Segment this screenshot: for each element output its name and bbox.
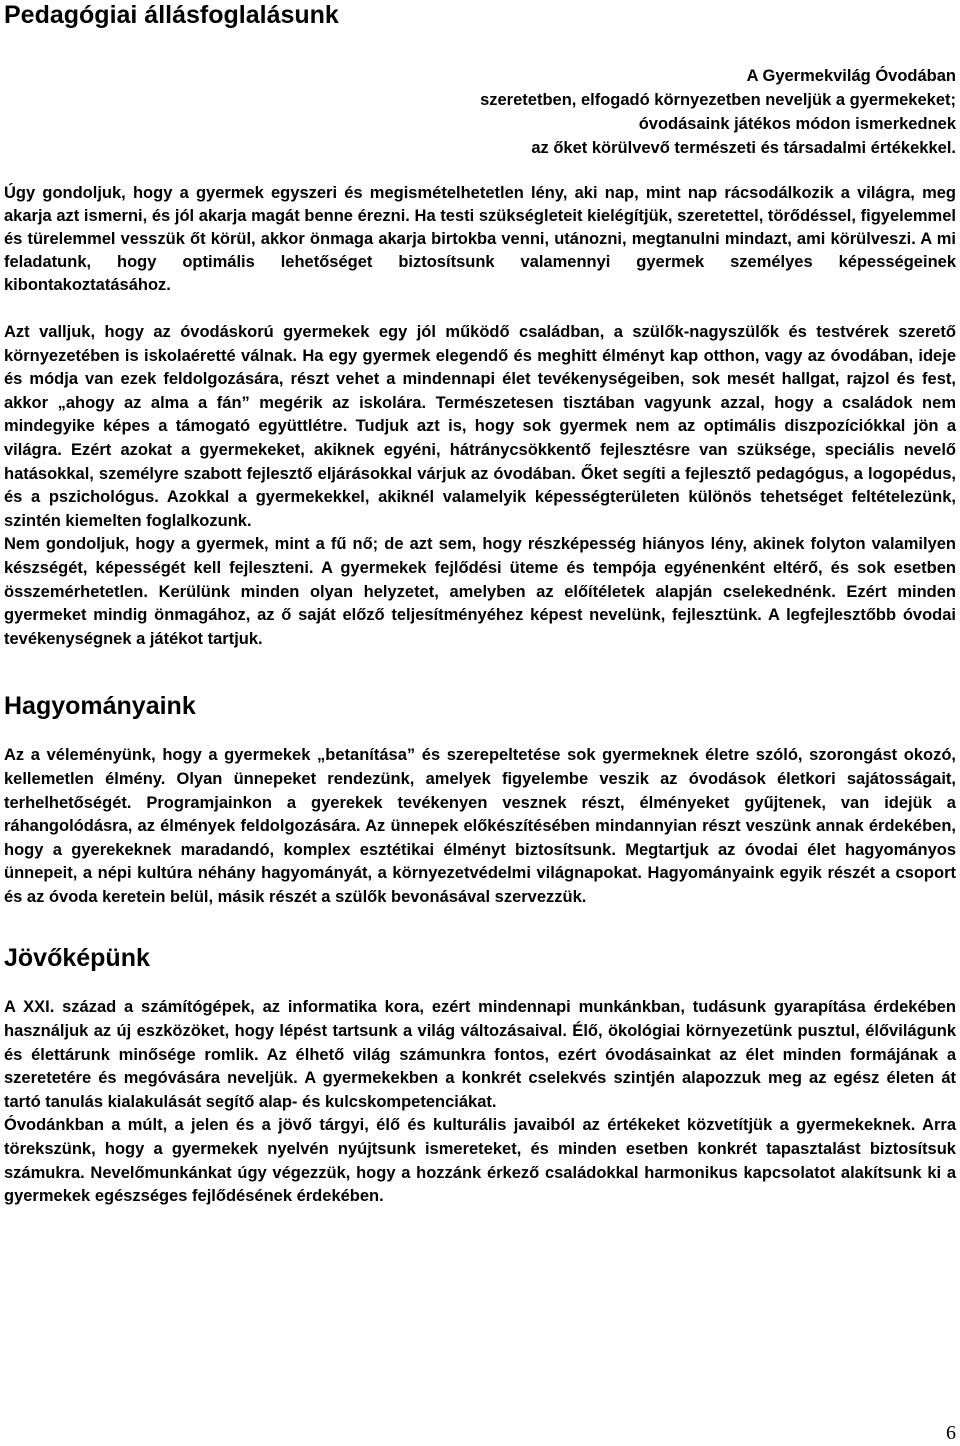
page-number: 6: [946, 1422, 956, 1444]
motto-line: az őket körülvevő természeti és társadalmi értékekkel.: [531, 139, 956, 157]
body-paragraph: Óvodánkban a múlt, a jelen és a jövő tárgyi, élő és kulturális javaiból az értékeket közvetítjük a gyermekeknek. Arra törekszünk, hogy a gyermekek nyelvén nyújtsunk ismereteket, és minden esetben konkrét tapasztalást biztosítsuk számukra. Nevelőmunkánkat úgy végezzük, hogy a hozzánk érkező családokkal harmonikus kapcsolatot alakítsunk ki a gyermekek egészséges fejlődésének érdekében.: [4, 1116, 956, 1206]
section-title-hagyomanyaink: Hagyományaink: [4, 692, 196, 721]
motto-line: A Gyermekvilág Óvodában: [746, 67, 956, 85]
document-page: [4, 0, 956, 1209]
motto-line: szeretetben, elfogadó környezetben neveljük a gyermekeket;: [480, 91, 956, 109]
body-paragraph: Az a véleményünk, hogy a gyermekek „betanítása” és szerepeltetése sok gyermeknek életre szóló, szorongást okozó, kellemetlen élmény. Olyan ünnepeket rendezünk, amelyek figyelembe veszik az óvodások életkori sajátosságait, terhelhetőségét. Programjainkon a gyerekek tevékenyen vesznek részt, élményeket gyűjtenek, van idejük a ráhangolódásra, az élmények feldolgozására. Az ünnepek előkészítésében mindannyian részt veszünk annak érdekében, hogy a gyerekeknek maradandó, komplex esztétikai élményt biztosítsunk. Megtartjuk az óvodai élet hagyományos ünnepeit, a népi kultúra néhány hagyományát, a környezetvédelmi világnapokat. Hagyományaink egyik részét a csoport és az óvoda keretein belül, másik részét a szülők bevonásával szervezzük.: [4, 746, 956, 906]
motto-block: [4, 64, 956, 160]
section-title-allasfoglalas: Pedagógiai állásfoglalásunk: [4, 1, 339, 29]
body-paragraph: A XXI. század a számítógépek, az informatika kora, ezért mindennapi munkánkban, tudásunk gyarapítása érdekében használjuk az új eszközöket, hogy lépést tartsunk a világ változásaival. Élő, ökológiai környezetünk pusztul, élővilágunk és élettárunk minősége romlik. Az élhető világ számunkra fontos, ezért óvodásainkat az élet minden formájának a szeretetére és megóvására neveljük. A gyermekekben a konkrét cselekvés szintjén alapozzuk meg az egész életen át tartó tanulás kialakulását segítő alap- és kulcskompetenciákat.: [4, 998, 956, 1111]
motto-line: óvodásaink játékos módon ismerkednek: [638, 115, 956, 133]
intro-paragraph: Úgy gondoljuk, hogy a gyermek egyszeri és megismételhetetlen lény, aki nap, mint nap rácsodálkozik a világra, meg akarja azt ismerni, és jól akarja magát benne érezni. Ha testi szükségleteit kielégítjük, szeretettel, törődéssel, figyelemmel és türelemmel vesszük őt körül, akkor önmaga akarja birtokba venni, utánozni, megtanulni mindazt, ami körülveszi. A mi feladatunk, hogy optimális lehetőséget biztosítsunk valamennyi gyermek személyes képességeinek kibontakoztatásához.: [4, 184, 956, 294]
body-paragraph: Azt valljuk, hogy az óvodáskorú gyermekek egy jól működő családban, a szülők-nagyszülők és testvérek szerető környezetében is iskolaéretté válnak. Ha egy gyermek elegendő és meghitt élményt kap otthon, vagy az óvodában, ideje és módja van ezek feldolgozására, részt vehet a mindennapi élet tevékenységeiben, sok mesét hallgat, rajzol és fest, akkor „ahogy az alma a fán” megérik az iskolára. Természetesen tisztában vagyunk azzal, hogy a családok nem mindegyike képes a támogató együttlétre. Tudjuk azt is, hogy sok gyermek nem az optimális diszpozíciókkal jön a világra. Ezért azokat a gyermekeket, akiknek egyéni, hátránycsökkentő fejlesztésre van szüksége, speciális nevelő hatásokkal, személyre szabott fejlesztő eljárásokkal várjuk az óvodában. Őket segíti a fejlesztő pedagógus, a logopédus, és a pszichológus. Azokkal a gyermekekkel, akiknél valamelyik képességterületen különös tehetséget feltételezünk, szintén kiemelten foglalkozunk.: [4, 323, 956, 530]
section-title-jovokepunk: Jövőképünk: [4, 944, 150, 973]
body-paragraph: Nem gondoljuk, hogy a gyermek, mint a fű nő; de azt sem, hogy részképesség hiányos lény, akinek folyton valamilyen készségét, képességét kell fejleszteni. A gyermekek fejlődési üteme és tempója egyénenként eltérő, és sok esetben összemérhetetlen. Kerülünk minden olyan helyzetet, amelyben az előítéletek alapján cselekednénk. Ezért minden gyermeket mindig önmagához, az ő saját előző teljesítményéhez képest nevelünk, fejlesztünk. A legfejlesztőbb óvodai tevékenységnek a játékot tartjuk.: [4, 535, 956, 648]
